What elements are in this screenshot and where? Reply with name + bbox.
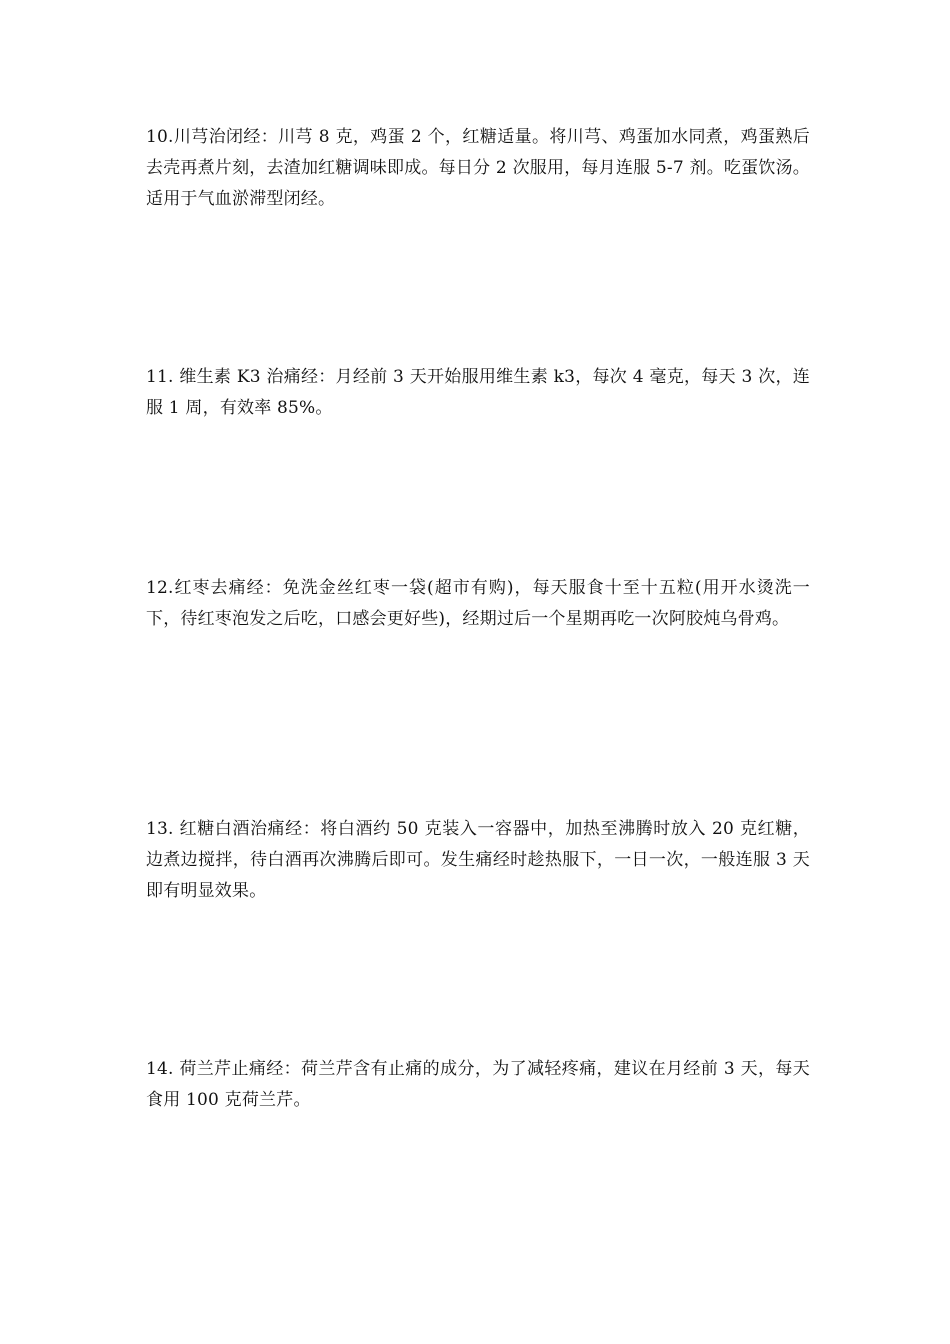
paragraph-item-10: 10.川芎治闭经：川芎 8 克，鸡蛋 2 个，红糖适量。将川芎、鸡蛋加水同煮，鸡蛋熟后去壳再煮片刻，去渣加红糖调味即成。每日分 2 次服用，每月连服 5-7 剂。吃蛋饮汤。适用于气血淤滞型闭经。 — [146, 127, 810, 209]
paragraph-item-11: 11. 维生素 K3 治痛经：月经前 3 天开始服用维生素 k3，每次 4 毫克，每天 3 次，连服 1 周，有效率 85%。 — [146, 367, 810, 418]
paragraph-item-13: 13. 红糖白酒治痛经：将白酒约 50 克装入一容器中，加热至沸腾时放入 20 克红糖，边煮边搅拌，待白酒再次沸腾后即可。发生痛经时趁热服下，一日一次，一般连服 3 天即有明显效果。 — [146, 819, 810, 901]
paragraph-item-12: 12.红枣去痛经：免洗金丝红枣一袋(超市有购)，每天服食十至十五粒(用开水烫洗一下，待红枣泡发之后吃，口感会更好些)，经期过后一个星期再吃一次阿胶炖乌骨鸡。 — [146, 578, 810, 629]
paragraph-item-14: 14. 荷兰芹止痛经：荷兰芹含有止痛的成分，为了减轻疼痛，建议在月经前 3 天，每天食用 100 克荷兰芹。 — [146, 1059, 810, 1110]
